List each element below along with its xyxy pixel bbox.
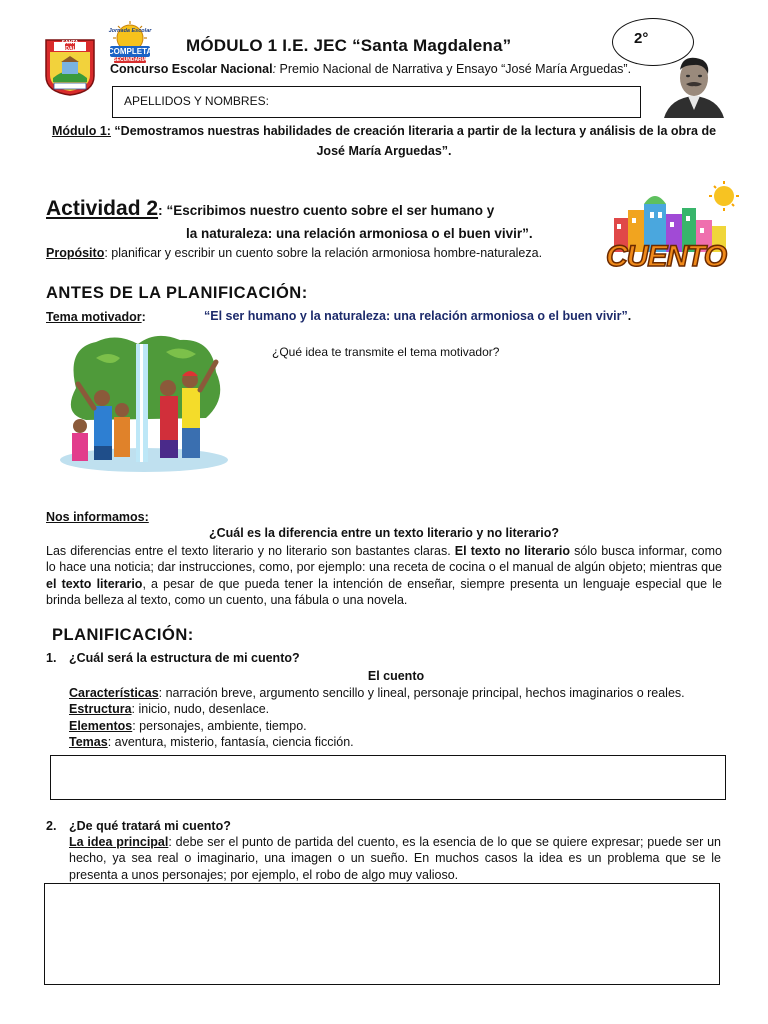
activity-heading [46,197,494,221]
activity-title-line1: “Escribimos nuestro cuento sobre el ser humano y [162,203,495,218]
contest-label: Concurso Escolar Nacional [110,62,273,76]
feature-text: : inicio, nudo, desenlace. [131,702,270,716]
main-idea-text: : debe ser el punto de partida del cuento, es la esencia de lo que se quiere expresar; puede ser un hecho, ya sea real o imaginario, una imagen o un sueño. En muchos casos la idea es un problema que se le presenta a unos personajes; por ejemplo, el robo de algo muy valioso. [69,835,721,882]
diff-text-1: Las diferencias entre el texto literario y no literario son bastantes claras. [46,544,455,558]
main-idea-label: La idea principal [69,835,169,849]
question-2 [46,819,231,833]
activity-title-line2: la naturaleza: una relación armoniosa o el buen vivir”. [186,226,533,241]
feature-label: Elementos [69,719,133,733]
feature-label: Características [69,686,159,700]
answer-box-2[interactable] [44,883,720,985]
purpose-line [46,246,542,260]
grade-label: 2° [634,30,649,47]
question-1-number: 1. [46,651,57,665]
contest-line [110,62,631,76]
feature-text: : personajes, ambiente, tiempo. [132,719,307,733]
answer-box-1[interactable] [50,755,726,800]
shield-text: SANTA MAGDALENA [53,40,87,52]
diff-bold-1: El texto no literario [454,544,570,558]
purpose-label: Propósito [46,246,105,260]
story-subtitle: El cuento [367,669,425,683]
diff-text-3: , a pesar de que pueda tener la intención de enseñar, siempre presenta un lenguaje especial que le brinda belleza al texto, como un cuento, una fábula o una novela. [46,576,722,607]
section-heading-planificacion: PLANIFICACIÓN: [52,626,194,644]
badge-top-text: Jornada Escolar [108,28,152,34]
page-title: MÓDULO 1 I.E. JEC “Santa Magdalena” [186,36,512,55]
difference-question: ¿Cuál es la diferencia entre un texto literario y no literario? [208,526,560,540]
question-1 [46,651,300,665]
feature-text: : narración breve, argumento sencillo y lineal, personaje principal, hechos imaginarios o reales. [158,686,685,700]
feature-item [69,686,685,700]
feature-item [69,719,307,733]
theme-label: Tema motivador [46,310,142,324]
question-2-text: ¿De qué tratará mi cuento? [69,819,231,833]
contest-description: Premio Nacional de Narrativa y Ensayo “José María Arguedas”. [276,62,632,76]
cuento-word: CUENTO [606,240,727,273]
activity-colon: : [158,202,163,218]
nature-people-illustration [56,328,232,474]
module-statement [46,121,722,161]
feature-item [69,702,269,716]
feature-label: Estructura [69,702,132,716]
badge-main-text: COMPLETA [107,47,153,56]
difference-paragraph [46,543,722,608]
author-portrait [660,52,728,118]
theme-quote-line [204,309,631,323]
theme-question: ¿Qué idea te transmite el tema motivador? [272,345,500,359]
feature-text: : aventura, misterio, fantasía, ciencia ficción. [107,735,354,749]
module-text: “Demostramos nuestras habilidades de creación literaria a partir de la lectura y análisis de la obra de José María Arguedas”. [110,124,717,158]
purpose-text: : planificar y escribir un cuento sobre la relación armoniosa hombre-naturaleza. [104,246,543,260]
diff-text-2: sólo busca informar, como lo hace una noticia; dar instrucciones, como, por ejemplo: una receta de cocina o el manual de algún objeto; mientras que [46,544,723,575]
badge-sub-text: SECUNDARIA [113,57,147,63]
diff-bold-2: el texto literario [46,576,143,591]
name-field-label: APELLIDOS Y NOMBRES: [124,94,269,108]
theme-quote: “El ser humano y la naturaleza: una relación armoniosa o el buen vivir” [204,309,628,323]
module-label: Módulo 1: [51,124,111,138]
activity-label: Actividad 2 [46,197,159,220]
section-heading-antes: ANTES DE LA PLANIFICACIÓN: [46,284,308,302]
theme-colon: : [141,310,146,324]
main-idea-paragraph [69,834,721,883]
feature-label: Temas [69,735,108,749]
feature-item [69,735,354,749]
contest-colon: : [272,62,277,76]
question-1-text: ¿Cuál será la estructura de mi cuento? [69,651,300,665]
question-2-number: 2. [46,819,57,833]
theme-quote-end: . [627,309,632,323]
theme-label-line [46,310,146,324]
info-label: Nos informamos: [46,510,149,524]
